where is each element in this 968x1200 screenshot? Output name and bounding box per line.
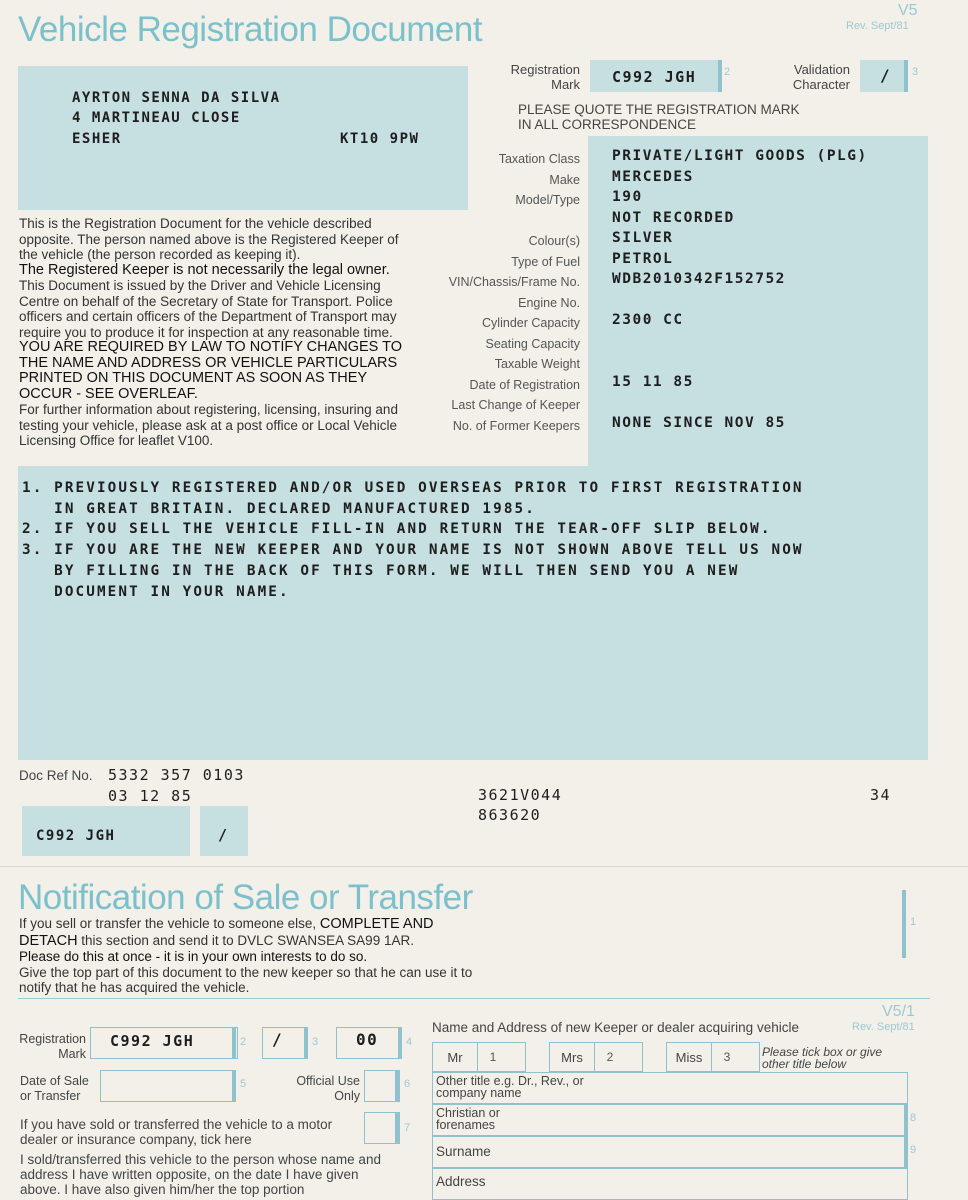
box-number: 4: [406, 1036, 413, 1048]
note-line: 1. PREVIOUSLY REGISTERED AND/OR USED OVERSEAS PRIOR TO FIRST REGISTRATION: [22, 480, 804, 496]
box-divider: [232, 1070, 236, 1102]
validation-value: /: [880, 66, 892, 85]
vehicle-field-label: Seating Capacity: [485, 336, 580, 351]
vehicle-field-label: Last Change of Keeper: [451, 398, 580, 412]
vehicle-field-value: NOT RECORDED: [612, 209, 735, 226]
vehicle-field-row: [420, 392, 930, 413]
note-line: 3. IF YOU ARE THE NEW KEEPER AND YOUR NAME IS NOT SHOWN ABOVE TELL US NOW: [22, 542, 804, 559]
title-option-label: Mrs: [561, 1049, 583, 1065]
reg-mark-label: Registration Mark: [510, 62, 580, 92]
vehicle-field-label: Taxation Class: [498, 152, 580, 166]
doc-code-1: 3621V044: [478, 786, 563, 804]
vehicle-field-value: 190: [612, 189, 643, 205]
box-divider: [904, 60, 908, 92]
address-field[interactable]: [432, 1168, 908, 1200]
keeper-street: 4 MARTINEAU CLOSE: [72, 110, 241, 126]
note-line: BY FILLING IN THE BACK OF THIS FORM. WE WILL THEN SEND YOU A NEW: [22, 562, 740, 579]
notification-p1b: COMPLETE AND DETACH: [19, 916, 434, 949]
info-not-owner: The Registered Keeper is not necessarily the legal owner.: [19, 261, 390, 278]
surname-label: Surname: [436, 1144, 491, 1159]
vehicle-field-value: 2300 CC: [612, 312, 684, 328]
quote-notice: PLEASE QUOTE THE REGISTRATION MARK IN ALL CORRESPONDENCE: [518, 102, 800, 132]
doc-ref-number: 5332 357 0103: [108, 766, 245, 784]
keeper-name: AYRTON SENNA DA SILVA: [72, 90, 281, 106]
box-divider: [904, 1104, 908, 1136]
box-divider: [398, 1027, 402, 1059]
title-options: [432, 1042, 762, 1074]
note-line: IN GREAT BRITAIN. DECLARED MANUFACTURED 1985.: [22, 500, 536, 517]
notification-text: [19, 916, 479, 996]
box-number: 9: [910, 1144, 917, 1156]
slip-form-revision: Rev. Sept/81: [852, 1021, 915, 1033]
vehicle-field-row: [420, 208, 930, 229]
validation-label: Validation Character: [792, 62, 850, 92]
sale-code-value: 00: [356, 1030, 379, 1049]
vehicle-field-label: Taxable Weight: [494, 357, 580, 371]
forenames-label: Christian or forenames: [436, 1106, 500, 1132]
box-number: 2: [724, 66, 731, 78]
vehicle-field-row: [420, 146, 930, 167]
vehicle-field-value: PRIVATE/LIGHT GOODS (PLG): [612, 148, 868, 164]
notes-list: [22, 478, 926, 602]
tear-line: [0, 866, 968, 867]
slip-form-code: V5/1: [882, 1003, 915, 1020]
notification-p3: Give the top part of this document to the new keeper so that he can use it to notify that he has acquired the vehicle.: [19, 964, 473, 995]
sale-reg-label: Registration Mark: [19, 1032, 86, 1061]
title-option[interactable]: [549, 1042, 643, 1072]
tick-note: Please tick box or give other title below: [762, 1045, 883, 1071]
vehicle-field-row: [420, 372, 930, 393]
vehicle-field-label: VIN/Chassis/Frame No.: [448, 275, 580, 289]
sale-reg-value: C992 JGH: [110, 1032, 195, 1050]
reg-mark-value: C992 JGH: [612, 68, 697, 86]
side-bar: [902, 890, 906, 958]
vehicle-field-row: [420, 167, 930, 188]
box-number: 8: [910, 1112, 917, 1124]
box-number: 3: [912, 66, 919, 78]
doc-ref-label: Doc Ref No.: [19, 768, 93, 783]
slip-char: /: [218, 826, 229, 844]
title-option-label: Mr: [447, 1049, 463, 1065]
vehicle-field-row: [420, 351, 930, 372]
info-further: For further information about registering, licensing, insuring and testing your vehicle, please ask at a post office or Local Vehicle Licensing Office for leaflet V100.: [19, 402, 398, 448]
sale-date-input[interactable]: [100, 1070, 236, 1102]
vehicle-field-value: PETROL: [612, 250, 674, 267]
vehicle-field-row: [420, 249, 930, 270]
keeper-postcode: KT10 9PW: [340, 131, 420, 147]
dealer-text: If you have sold or transferred the vehicle to a motor dealer or insurance company, tick here: [20, 1117, 333, 1147]
official-use-box: [364, 1070, 396, 1102]
vehicle-field-value: WDB2010342F152752: [612, 271, 786, 287]
title-option-number: 3: [711, 1043, 742, 1071]
document-title: Vehicle Registration Document: [18, 10, 483, 49]
info-law: YOU ARE REQUIRED BY LAW TO NOTIFY CHANGES TO THE NAME AND ADDRESS OR VEHICLE PARTICULARS PRINTED ON THIS DOCUMENT AS SOON AS THEY OCCUR - SEE OVERLEAF.: [19, 339, 402, 402]
vehicle-field-label: Make: [549, 172, 580, 187]
note-line: DOCUMENT IN YOUR NAME.: [22, 583, 290, 600]
notification-p1c: this section and send it to DVLC SWANSEA SA99 1AR.: [77, 932, 414, 948]
side-number: 1: [910, 916, 917, 928]
keeper-town: ESHER: [72, 131, 122, 147]
doc-date: 03 12 85: [108, 787, 193, 805]
title-option-label: Miss: [675, 1049, 703, 1065]
vehicle-field-row: [420, 228, 930, 249]
vehicle-details: [420, 146, 930, 433]
title-option-number: 2: [594, 1043, 625, 1071]
vehicle-field-label: Date of Registration: [469, 377, 580, 392]
box-divider: [232, 1027, 236, 1059]
notification-title: Notification of Sale or Transfer: [18, 878, 473, 917]
notification-p2: Please do this at once - it is in your own interests to do so.: [19, 949, 368, 964]
vehicle-field-label: Type of Fuel: [511, 254, 580, 269]
info-issued: This Document is issued by the Driver and Vehicle Licensing Centre on behalf of the Secretary of State for Transport. Police officers and certain officers of the Department of Transport may require you to produce it for inspection at any reasonable time.: [19, 278, 397, 340]
doc-code-3: 34: [870, 786, 892, 804]
surname-field[interactable]: [432, 1136, 908, 1168]
vehicle-field-value: NONE SINCE NOV 85: [612, 414, 786, 431]
form-revision: Rev. Sept/81: [846, 20, 909, 32]
note-line: 2. IF YOU SELL THE VEHICLE FILL-IN AND RETURN THE TEAR-OFF SLIP BELOW.: [22, 521, 772, 538]
notification-p1a: If you sell or transfer the vehicle to someone else,: [19, 916, 320, 931]
info-intro: This is the Registration Document for the vehicle described opposite. The person named above is the Registered Keeper of the vehicle (the person recorded as keeping it).: [19, 216, 399, 262]
vehicle-field-value: MERCEDES: [612, 168, 694, 185]
slip-reg-mark: C992 JGH: [36, 828, 116, 844]
section-divider: [18, 998, 930, 999]
box-divider: [396, 1070, 400, 1102]
info-text: [19, 216, 419, 449]
vehicle-field-label: No. of Former Keepers: [452, 418, 580, 433]
box-divider: [904, 1136, 908, 1168]
vehicle-field-row: [420, 413, 930, 434]
vehicle-field-value: SILVER: [612, 230, 674, 246]
box-number: 3: [312, 1036, 319, 1048]
title-option[interactable]: [666, 1042, 760, 1072]
title-option-number: 1: [477, 1043, 508, 1071]
vehicle-field-label: Colour(s): [528, 234, 580, 248]
box-divider: [304, 1027, 308, 1059]
title-option[interactable]: [432, 1042, 526, 1072]
vehicle-field-row: [420, 310, 930, 331]
vehicle-field-label: Model/Type: [515, 193, 580, 207]
vehicle-field-label: Cylinder Capacity: [482, 316, 580, 330]
sale-char-value: /: [272, 1030, 284, 1049]
sale-char-input[interactable]: [262, 1027, 308, 1059]
box-number: 7: [404, 1122, 411, 1134]
vehicle-field-value: 15 11 85: [612, 373, 694, 390]
address-label: Address: [436, 1174, 486, 1189]
other-title-label: Other title e.g. Dr., Rev., or company name: [436, 1074, 584, 1100]
vehicle-field-label: Engine No.: [518, 295, 580, 310]
box-number: 5: [240, 1078, 247, 1090]
declaration-text: I sold/transferred this vehicle to the person whose name and address I have written opposite, on the date I have given above. I have also given him/her the top portion: [20, 1152, 381, 1197]
doc-code-2: 863620: [478, 806, 542, 824]
box-divider: [396, 1112, 400, 1144]
sale-date-label: Date of Sale or Transfer: [20, 1074, 89, 1103]
dealer-tick-box[interactable]: [364, 1112, 396, 1144]
vehicle-field-row: [420, 269, 930, 290]
form-code: V5: [898, 2, 918, 19]
new-keeper-heading: Name and Address of new Keeper or dealer acquiring vehicle: [432, 1020, 799, 1035]
vehicle-field-row: [420, 290, 930, 311]
vehicle-field-row: [420, 331, 930, 352]
box-number: 2: [240, 1036, 247, 1048]
official-use-label: Official Use Only: [296, 1074, 360, 1103]
box-divider: [718, 60, 722, 92]
vehicle-field-row: [420, 187, 930, 208]
box-number: 6: [404, 1078, 411, 1090]
